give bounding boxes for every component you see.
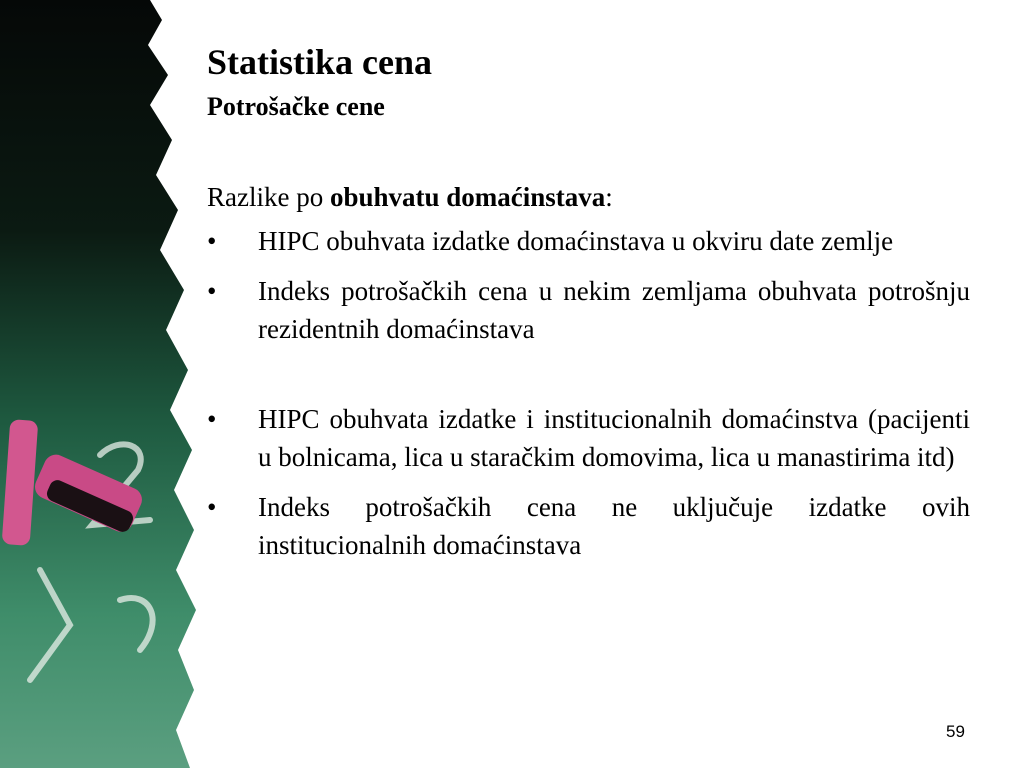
chalkboard-background <box>0 0 196 768</box>
bullet-item <box>207 222 970 260</box>
bullet-item <box>207 272 970 348</box>
bullet-dot: • <box>207 226 217 256</box>
bullet-item <box>207 488 970 564</box>
bullet-list <box>207 222 970 564</box>
slide-title: Statistika cena <box>207 42 432 82</box>
intro-prefix: Razlike po <box>207 182 330 212</box>
bullet-text: HIPC obuhvata izdatke i institucionalnih domaćinstva (pacijenti u bolnicama, lica u staračkim domovima, lica u manastirima itd) <box>258 404 970 472</box>
bullet-dot: • <box>207 276 217 306</box>
intro-emphasis: obuhvatu domaćinstava <box>329 182 606 212</box>
slide-subtitle: Potrošačke cene <box>207 92 385 121</box>
bullet-dot: • <box>207 404 217 434</box>
page-number: 59 <box>946 722 965 741</box>
bullet-text: HIPC obuhvata izdatke domaćinstava u okviru date zemlje <box>258 226 894 256</box>
bullet-dot: • <box>207 492 217 522</box>
bullet-text: Indeks potrošačkih cena ne uključuje izdatke ovih institucionalnih domaćinstava <box>258 492 970 560</box>
bullet-text: Indeks potrošačkih cena u nekim zemljama obuhvata potrošnju rezidentnih domaćinstava <box>258 276 970 344</box>
bullet-item <box>207 400 970 476</box>
intro-suffix: : <box>605 182 613 212</box>
chalkboard-side-art <box>0 0 200 768</box>
slide-body <box>207 178 970 576</box>
intro-line <box>207 178 970 216</box>
